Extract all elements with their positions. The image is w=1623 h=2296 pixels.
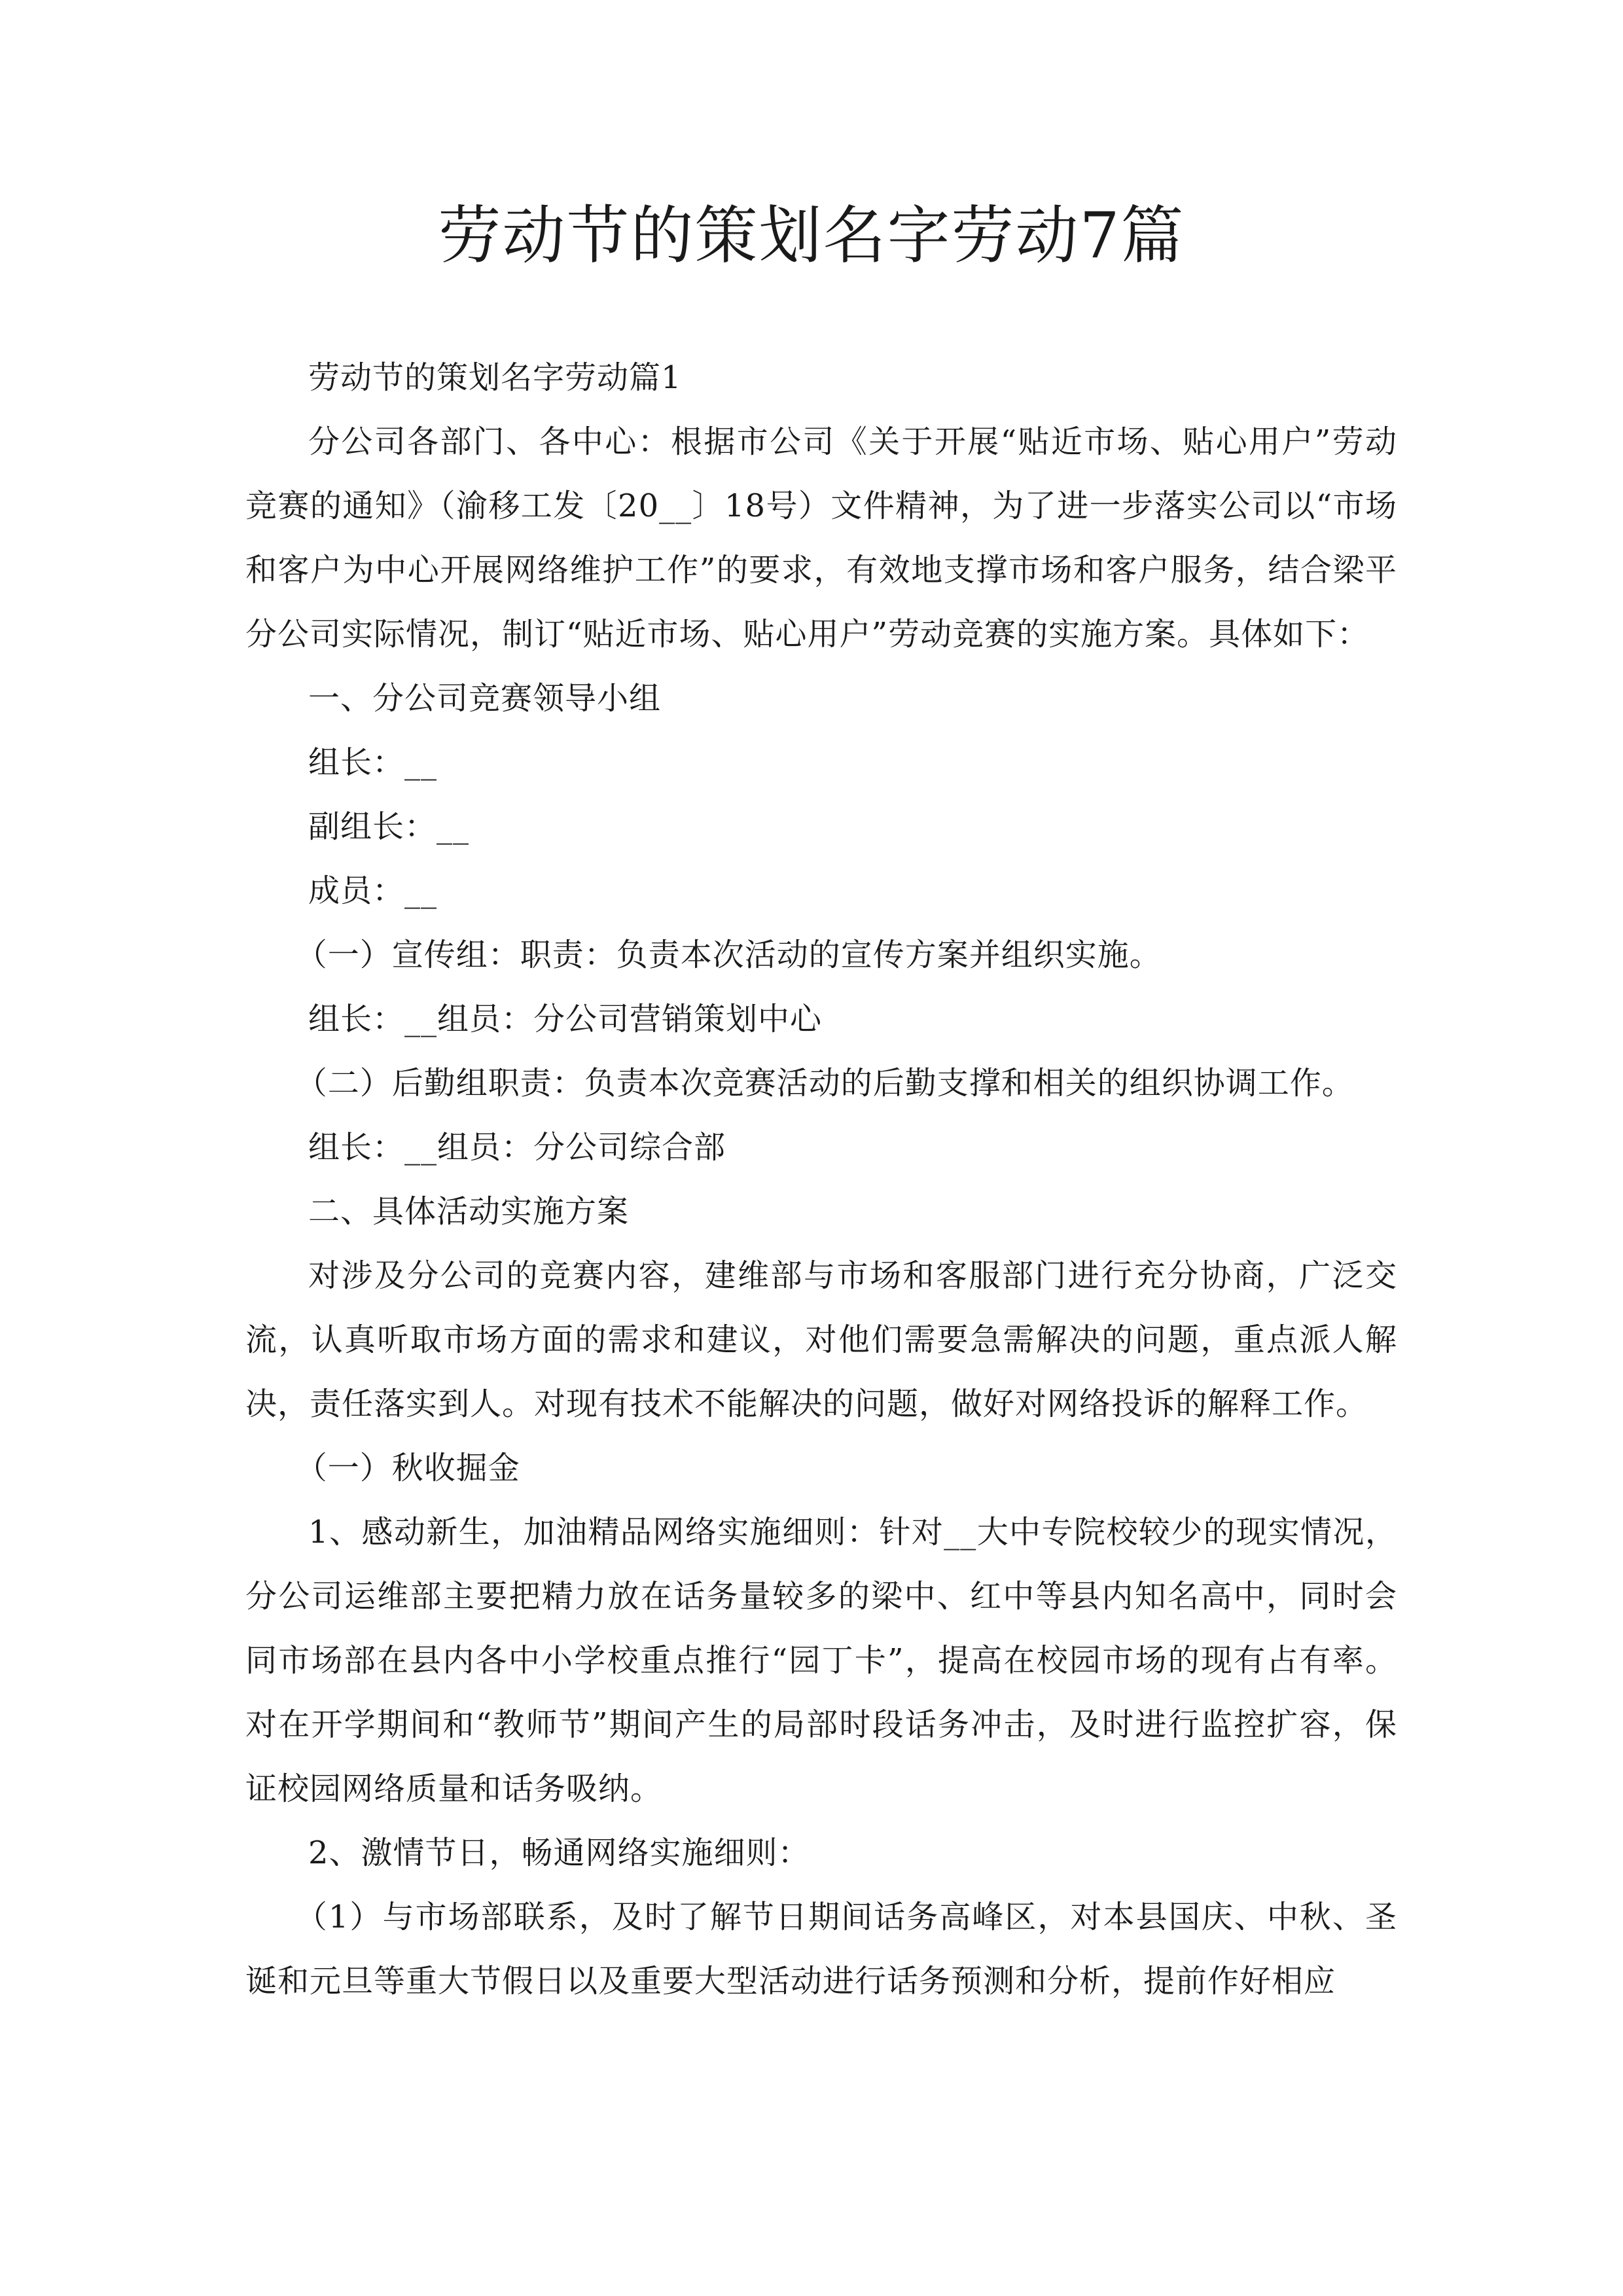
logistics-group-line: （二）后勤组职责：负责本次竞赛活动的后勤支撑和相关的组织协调工作。: [295, 1065, 1354, 1102]
publicity-group-members: 组长：__组员：分公司营销策划中心: [308, 1001, 823, 1037]
publicity-group-line: （一）宣传组：职责：负责本次活动的宣传方案并组织实施。: [295, 937, 1162, 973]
logistics-group-members: 组长：__组员：分公司综合部: [308, 1129, 726, 1166]
item-1-paragraph: 1、感动新生，加油精品网络实施细则：针对__大中专院校较少的现实情况，分公司运维部主要把精力放在话务量较多的梁中、红中等县内知名高中，同时会同市场部在县内各中小学校重点推行“园丁卡”，提高在校园市场的现有占有率。对在开学期间和“教师节”期间产生的局部时段话务冲击，及时进行监控扩容，保证校园网络质量和话务吸纳。: [245, 1514, 1397, 1807]
document-body: [245, 346, 1397, 2013]
heading-leadership-group: 一、分公司竞赛领导小组: [308, 680, 662, 717]
document-title: 劳动节的策划名字劳动7篇: [438, 199, 1185, 272]
section-heading: 劳动节的策划名字劳动篇1: [308, 359, 682, 396]
members-line: 成员：__: [308, 872, 438, 909]
item-2-sub-1-paragraph: （1）与市场部联系，及时了解节日期间话务高峰区，对本县国庆、中秋、圣诞和元旦等重大节假日以及重要大型活动进行话务预测和分析，提前作好相应: [245, 1899, 1397, 2000]
intro-paragraph: 分公司各部门、各中心：根据市公司《关于开展“贴近市场、贴心用户”劳动竞赛的通知》（渝移工发〔20__〕18号）文件精神，为了进一步落实公司以“市场和客户为中心开展网络维护工作”的要求，有效地支撑市场和客户服务，结合梁平分公司实际情况，制订“贴近市场、贴心用户”劳动竞赛的实施方案。具体如下：: [245, 423, 1397, 653]
implementation-paragraph: 对涉及分公司的竞赛内容，建维部与市场和客服部门进行充分协商，广泛交流，认真听取市场方面的需求和建议，对他们需要急需解决的问题，重点派人解决，责任落实到人。对现有技术不能解决的问题，做好对网络投诉的解释工作。: [245, 1257, 1397, 1422]
deputy-leader-line: 副组长：__: [308, 808, 470, 845]
heading-implementation-plan: 二、具体活动实施方案: [308, 1193, 630, 1230]
item-2-heading: 2、激情节日，畅通网络实施细则：: [308, 1835, 810, 1871]
heading-autumn-harvest: （一）秋收掘金: [295, 1450, 520, 1486]
leader-line: 组长：__: [308, 744, 438, 781]
